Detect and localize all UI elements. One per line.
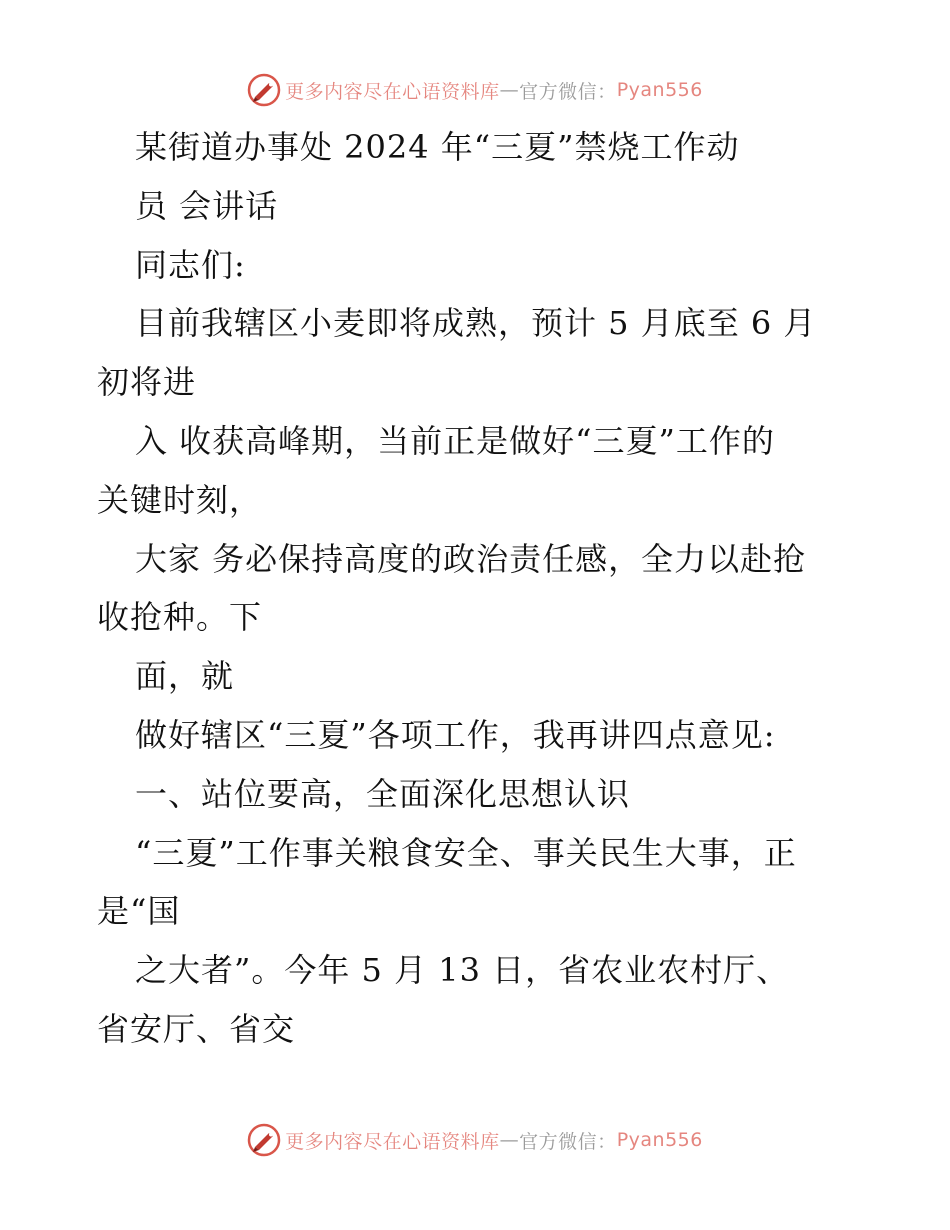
watermark-sub-text: 官方微信： bbox=[519, 1130, 617, 1153]
pen-logo-icon bbox=[247, 1123, 281, 1157]
doc-line: 入 收获高峰期，当前正是做好“三夏”工作的 bbox=[135, 421, 775, 460]
doc-line: 收抢种。下 bbox=[97, 598, 263, 637]
doc-line: 一、站位要高，全面深化思想认识 bbox=[135, 774, 631, 813]
watermark-id-text: Pyan556 bbox=[616, 1129, 703, 1151]
doc-line: 省安厅、省交 bbox=[97, 1009, 296, 1048]
watermark-main-text: 更多内容尽在心语资料库 bbox=[285, 80, 500, 103]
watermark-main-text: 更多内容尽在心语资料库 bbox=[285, 1130, 500, 1153]
doc-line: 大家 务必保持高度的政治责任感，全力以赴抢 bbox=[135, 539, 807, 578]
watermark-dash: — bbox=[499, 1129, 520, 1151]
watermark-dash: — bbox=[499, 79, 520, 101]
doc-line: 员 会讲话 bbox=[135, 186, 279, 225]
doc-line: 初将进 bbox=[97, 363, 197, 402]
doc-line: 是“国 bbox=[97, 892, 181, 931]
doc-line: 某街道办事处 2024 年“三夏”禁烧工作动 bbox=[135, 128, 740, 166]
watermark-id-text: Pyan556 bbox=[616, 79, 703, 101]
doc-line: 之大者”。今年 5 月 13 日，省农业农村厅、 bbox=[135, 951, 790, 990]
watermark-sub-text: 官方微信： bbox=[519, 80, 617, 103]
header-watermark bbox=[0, 72, 950, 108]
doc-line: 做好辖区“三夏”各项工作，我再讲四点意见: bbox=[135, 715, 776, 754]
document-body bbox=[97, 118, 857, 1059]
footer-watermark bbox=[0, 1122, 950, 1158]
pen-logo-icon bbox=[247, 73, 281, 107]
doc-line: 同志们: bbox=[135, 245, 246, 284]
doc-line: “三夏”工作事关粮食安全、事关民生大事，正 bbox=[135, 833, 797, 872]
doc-line: 关键时刻， bbox=[97, 480, 263, 519]
doc-line: 面，就 bbox=[135, 657, 235, 696]
doc-line: 目前我辖区小麦即将成熟，预计 5 月底至 6 月 bbox=[135, 304, 817, 343]
